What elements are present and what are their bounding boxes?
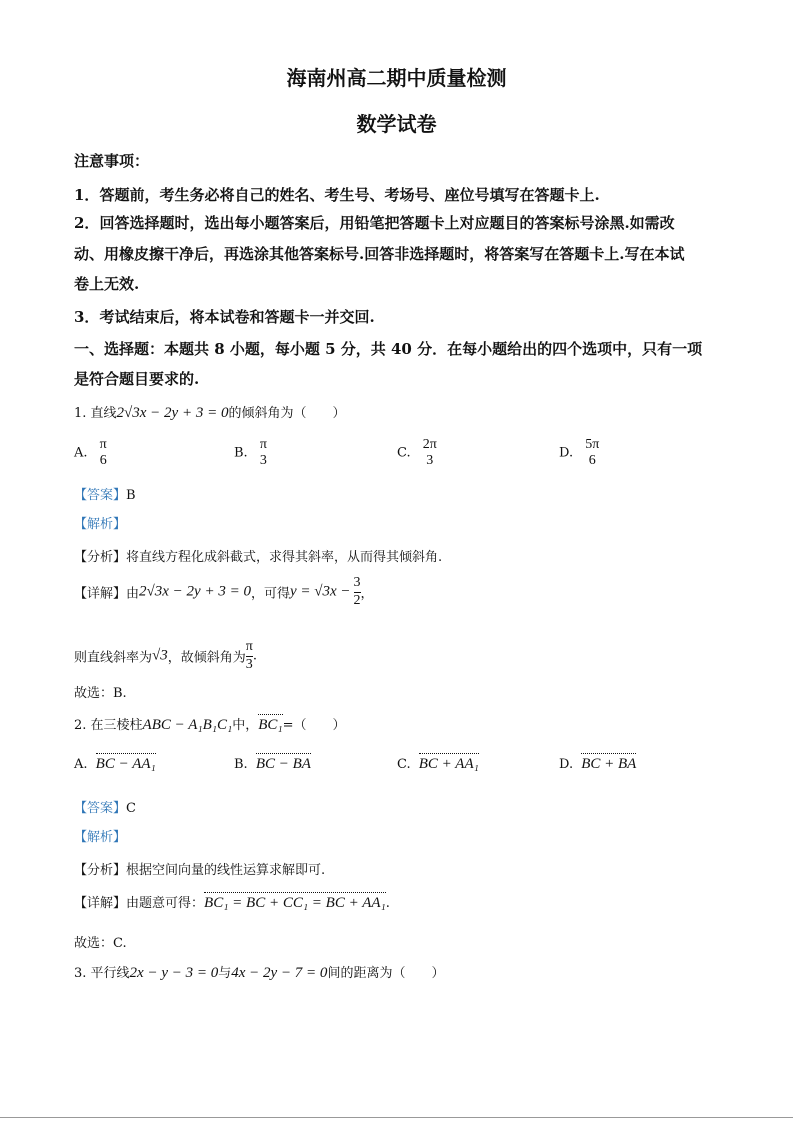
question-3-prefix: 3. 平行线 <box>74 966 130 981</box>
detail-fraction-numerator: 3 <box>353 575 361 590</box>
question-1-option-b <box>234 438 267 468</box>
question-1-conclusion: 故选：B. <box>74 686 127 701</box>
question-1-slope-line <box>74 640 257 672</box>
option-c-denominator: 3 <box>426 452 434 468</box>
slope-value: √3 <box>152 647 168 664</box>
question-1-suffix: 的倾斜角为（ ） <box>228 406 346 421</box>
answer-value: B <box>126 488 136 503</box>
question-2-detail <box>74 892 390 912</box>
option-a-expression: BC − AA₁ <box>95 756 156 772</box>
page-subtitle: 数学试卷 <box>356 112 437 136</box>
option-c-expression: BC + AA₁ <box>418 756 479 772</box>
notice-item-1 <box>74 184 600 205</box>
option-b-fraction <box>260 438 267 468</box>
option-b-numerator: π <box>259 437 267 452</box>
detail-label: 【详解】 <box>74 586 127 602</box>
analysis-label: 【解析】 <box>74 830 127 845</box>
question-2-prism: ABC − A₁B₁C₁ <box>142 717 233 733</box>
notice-item-2-text: 回答选择题时，选出每小题答案后，用铅笔把答题卡上对应题目的答案标号涂黑.如需改 <box>99 214 675 232</box>
question-2-middle: 中， <box>232 718 259 733</box>
question-2-suffix: =（ ） <box>282 718 346 733</box>
notice-item-1-number: 1． <box>74 186 100 204</box>
detail-equation-1: 2√3x − 2y + 3 = 0 <box>139 583 251 600</box>
question-1-option-a <box>74 438 107 468</box>
fenxi-label: 【分析】 <box>74 550 127 565</box>
notice-item-2-line-1 <box>74 212 675 233</box>
notice-heading: 注意事项： <box>74 152 150 170</box>
detail-end: . <box>385 896 390 911</box>
option-b-denominator: 3 <box>259 452 267 468</box>
fenxi-label: 【分析】 <box>74 863 127 878</box>
notice-item-3-number: 3． <box>74 308 100 326</box>
slope-end: . <box>252 648 257 664</box>
slope-angle-denominator: 3 <box>245 656 253 672</box>
detail-middle: ，可得 <box>250 586 290 602</box>
answer-label: 【答案】 <box>74 488 127 503</box>
slope-middle: ，故倾斜角为 <box>167 650 246 666</box>
question-3-suffix: 间的距离为（ ） <box>327 966 445 981</box>
option-d-label: D. <box>559 445 574 461</box>
option-a-numerator: π <box>99 437 107 452</box>
page-title: 海南州高二期中质量检测 <box>286 66 507 90</box>
option-d-label: D. <box>559 757 574 772</box>
question-3-middle: 与 <box>218 966 232 981</box>
option-c-numerator: 2π <box>422 437 437 452</box>
option-b-label: B. <box>234 757 248 772</box>
question-1-detail <box>74 576 374 608</box>
question-2-answer <box>74 797 136 816</box>
notice-item-2-line-2: 动、用橡皮擦干净后，再选涂其他答案标号.回答非选择题时，将答案写在答题卡上.写在本试 <box>74 245 685 263</box>
answer-value: C <box>126 801 136 816</box>
option-a-denominator: 6 <box>99 452 107 468</box>
fenxi-text: 根据空间向量的线性运算求解即可. <box>126 863 326 878</box>
option-d-expression: BC + BA <box>581 756 637 772</box>
detail-equation: BC₁ = BC + CC₁ = BC + AA₁ <box>204 895 386 911</box>
notice-item-2-line-3: 卷上无效. <box>74 275 140 293</box>
notice-item-3-text: 考试结束后，将本试卷和答题卡一并交回. <box>99 308 375 326</box>
question-3-equation-1: 2x − y − 3 = 0 <box>129 965 219 981</box>
detail-fraction <box>354 576 361 608</box>
section-heading-line-1: 一、选择题：本题共 8 小题，每小题 5 分，共 40 分．在每小题给出的四个选项中，只有一项 <box>74 340 703 358</box>
slope-angle-fraction <box>246 640 253 672</box>
option-d-numerator: 5π <box>585 437 600 452</box>
detail-prefix: 由题意可得： <box>126 896 205 911</box>
question-1-option-d <box>559 438 599 468</box>
question-2-conclusion: 故选：C. <box>74 936 127 951</box>
slope-prefix: 则直线斜率为 <box>74 650 153 666</box>
detail-prefix: 由 <box>126 586 140 602</box>
question-1-stem <box>74 402 345 422</box>
question-2-prefix: 2. 在三棱柱 <box>74 718 143 733</box>
option-a-label: A. <box>74 757 88 772</box>
detail-end: ， <box>360 586 374 602</box>
detail-label: 【详解】 <box>74 896 127 911</box>
page-bottom-divider <box>0 1117 793 1118</box>
option-b-label: B. <box>234 445 248 461</box>
question-2-option-b <box>234 756 311 773</box>
section-heading-line-2: 是符合题目要求的. <box>74 370 200 388</box>
question-1-prefix: 1. 直线 <box>74 406 117 421</box>
question-2-vector: BC₁ <box>258 717 283 733</box>
question-1-equation: 2√3x − 2y + 3 = 0 <box>116 405 229 421</box>
option-d-denominator: 6 <box>588 452 596 468</box>
question-1-option-c <box>397 438 437 468</box>
detail-fraction-denominator: 2 <box>353 592 361 608</box>
option-c-fraction <box>423 438 437 468</box>
notice-item-1-text: 答题前，考生务必将自己的姓名、考生号、考场号、座位号填写在答题卡上. <box>99 186 600 204</box>
question-3-equation-2: 4x − 2y − 7 = 0 <box>231 965 328 981</box>
fenxi-text: 将直线方程化成斜截式，求得其斜率，从而得其倾斜角. <box>126 550 443 565</box>
analysis-label: 【解析】 <box>74 517 127 532</box>
notice-item-3 <box>74 306 375 327</box>
question-2-stem <box>74 714 346 734</box>
question-2-option-c <box>397 756 479 773</box>
question-2-option-d <box>559 756 636 773</box>
question-1-fenxi <box>74 546 442 565</box>
question-2-option-a <box>74 756 156 773</box>
question-3-stem <box>74 962 444 982</box>
option-d-fraction <box>585 438 599 468</box>
question-1-answer <box>74 484 136 503</box>
option-c-label: C. <box>397 757 411 772</box>
option-b-expression: BC − BA <box>255 756 311 772</box>
option-a-fraction <box>100 438 107 468</box>
option-a-label: A. <box>74 445 88 461</box>
detail-equation-2: y = √3x − <box>289 583 351 600</box>
slope-angle-numerator: π <box>245 639 253 654</box>
answer-label: 【答案】 <box>74 801 127 816</box>
option-c-label: C. <box>397 445 411 461</box>
question-2-fenxi <box>74 859 325 878</box>
notice-item-2-number: 2． <box>74 214 100 232</box>
